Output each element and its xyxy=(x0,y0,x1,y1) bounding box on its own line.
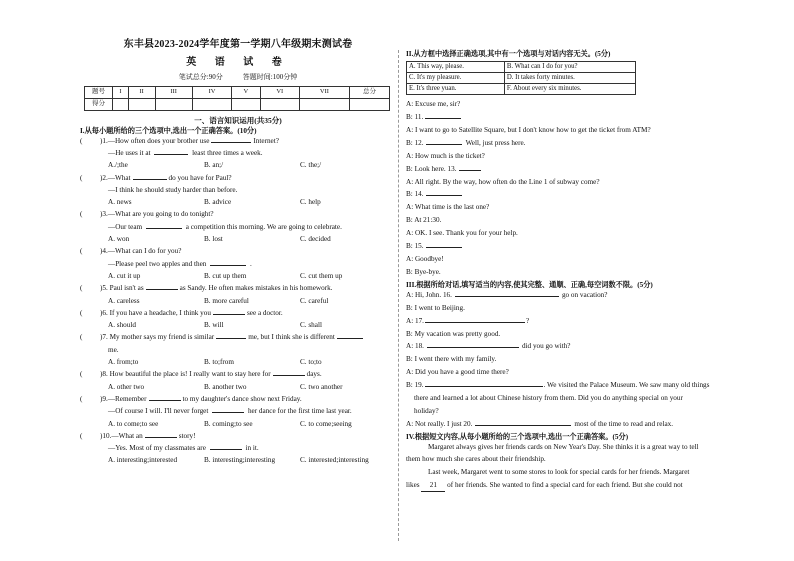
blank[interactable] xyxy=(210,442,242,450)
option-a[interactable]: A. cut it up xyxy=(108,271,141,280)
blank[interactable] xyxy=(425,111,461,119)
answer-paren[interactable]: ( xyxy=(80,394,83,403)
dialogue-line: B: At 21:30. xyxy=(406,216,442,225)
passage-line: Margaret always gives her friends cards on New Year's Day. She thinks it is a great way to tell xyxy=(428,442,699,451)
dialogue-line: A: OK. I see. Thank you for your help. xyxy=(406,229,518,238)
option-a[interactable]: A. interesting;interested xyxy=(108,456,178,465)
option-c[interactable]: C. shall xyxy=(300,321,322,330)
score-input-cell[interactable] xyxy=(350,99,390,111)
score-table-header-row xyxy=(85,87,390,99)
box-option: F. About every six minutes. xyxy=(504,84,635,95)
dialogue-line: B: 15. xyxy=(406,240,752,253)
passage-line: Last week, Margaret went to some stores to look for special cards for her friends. Margaret xyxy=(428,468,690,477)
question-line: —Our team a competition this morning. We are going to celebrate. xyxy=(108,222,342,231)
left-column xyxy=(80,40,396,467)
options-box xyxy=(406,61,636,95)
dialogue-1 xyxy=(406,98,752,278)
blank[interactable] xyxy=(146,282,178,290)
question-8: ( )8. How beautiful the place is! I really want to stay here for days. xyxy=(80,368,396,380)
score-cell: 总分 xyxy=(350,87,390,99)
exam-time: 答题时间:100分钟 xyxy=(242,73,298,81)
option-b[interactable]: B. will xyxy=(204,321,224,330)
answer-paren[interactable]: ( xyxy=(80,308,83,317)
blank[interactable] xyxy=(455,289,559,297)
options xyxy=(80,418,396,430)
dialogue-line: A: How much is the ticket? xyxy=(406,151,485,160)
dialogue-line: B: I went to Beijing. xyxy=(406,303,465,312)
question-5: ( )5. Paul isn't as as Sandy. He often makes mistakes in his homework. xyxy=(80,282,396,294)
options xyxy=(80,356,396,368)
question-line: —Of course I will. I'll never forget her dance for the first time last year. xyxy=(108,407,352,416)
section1-title: 一、语言知识运用(共35分) xyxy=(194,116,282,125)
section2-title: II.从方框中选择正确选项,其中有一个选项与对话内容无关。(5分) xyxy=(406,50,611,58)
option-c[interactable]: C. careful xyxy=(300,296,329,305)
blank[interactable] xyxy=(425,315,525,323)
option-c[interactable]: C. two another xyxy=(300,382,343,391)
section3-title: III.根据所给对话,填写适当的内容,使其完整、通顺、正确,每空词数不限。(5分) xyxy=(406,280,653,289)
passage-line: them how much she cares about their friendship. xyxy=(406,455,546,464)
dialogue-line: B: My vacation was pretty good. xyxy=(406,329,501,338)
box-option: D. It takes forty minutes. xyxy=(504,73,635,84)
dialogue-line: A: Hi, John. 16. go on vacation? xyxy=(406,290,608,299)
score-input-cell[interactable] xyxy=(192,99,231,111)
option-b[interactable]: B. advice xyxy=(204,198,232,207)
option-a[interactable]: A./;the xyxy=(108,161,128,170)
option-a[interactable]: A. news xyxy=(108,198,132,207)
option-b[interactable]: B. coming;to see xyxy=(204,419,253,428)
options xyxy=(80,233,396,245)
option-a[interactable]: A. careless xyxy=(108,296,140,305)
option-c[interactable]: C. help xyxy=(300,198,321,207)
blank[interactable] xyxy=(146,221,182,229)
option-a[interactable]: A. should xyxy=(108,321,136,330)
dialogue-line: there and learned a lot about Chinese history from them. Did you do anything special on your xyxy=(414,394,683,402)
answer-paren[interactable]: ( xyxy=(80,284,83,293)
exam-meta xyxy=(80,74,396,81)
score-cell: VI xyxy=(260,87,299,99)
question-line: —Please peel two apples and then . xyxy=(108,259,252,268)
question-9: ( )9.—Remember to my daughter's dance show next Friday. xyxy=(80,393,396,405)
score-cell: II xyxy=(128,87,155,99)
option-c[interactable]: C. decided xyxy=(300,235,331,244)
answer-paren[interactable]: ( xyxy=(80,210,83,219)
box-option: B. What can I do for you? xyxy=(504,62,635,73)
score-cell: IV xyxy=(192,87,231,99)
dialogue-line: B: 12. Well, just press here. xyxy=(406,138,526,147)
option-c[interactable]: C. interested;interesting xyxy=(300,456,369,465)
options xyxy=(80,270,396,282)
option-a[interactable]: A. to come;to see xyxy=(108,419,159,428)
option-c[interactable]: C. to come;seeing xyxy=(300,419,352,428)
dialogue-line: A: 17. ? xyxy=(406,316,530,325)
question-line: —He uses it at least three times a week. xyxy=(108,149,263,157)
question-4: ( )4.—What can I do for you? xyxy=(80,245,396,257)
blank[interactable] xyxy=(210,258,246,266)
question-1: ( )1.—How often does your brother use Internet? xyxy=(80,135,396,147)
option-b[interactable]: B. to;from xyxy=(204,358,234,367)
blank[interactable] xyxy=(425,379,543,387)
dialogue-line: A: Goodbye! xyxy=(406,254,444,263)
dialogue-line: A: Not really. I just 20. most of the time to read and relax. xyxy=(406,419,674,428)
option-a[interactable]: A. from;to xyxy=(108,358,139,367)
dialogue-line: A: All right. By the way, how often do the Line 1 of subway come? xyxy=(406,177,600,186)
reading-passage xyxy=(406,441,752,492)
dialogue-line: B: 14. xyxy=(406,188,752,201)
option-a[interactable]: A. other two xyxy=(108,382,145,391)
score-cell: III xyxy=(155,87,192,99)
dialogue-line: B: Look here. 13. xyxy=(406,163,752,176)
blank[interactable] xyxy=(216,331,246,339)
answer-paren[interactable]: ( xyxy=(80,247,83,256)
option-b[interactable]: B. cut up them xyxy=(204,271,247,280)
options xyxy=(80,319,396,331)
score-input-cell[interactable] xyxy=(113,99,129,111)
dialogue-line: A: What time is the last one? xyxy=(406,203,490,212)
box-option: E. It's three yuan. xyxy=(407,84,505,95)
blank-21[interactable]: 21 xyxy=(421,479,445,493)
box-option: C. It's my pleasure. xyxy=(407,73,505,84)
blank[interactable] xyxy=(426,137,462,145)
question-6: ( )6. If you have a headache, I think you see a doctor. xyxy=(80,307,396,319)
dialogue-line: B: Bye-bye. xyxy=(406,267,441,276)
score-input-cell[interactable] xyxy=(260,99,299,111)
blank[interactable] xyxy=(154,147,188,155)
option-c[interactable]: C. cut them up xyxy=(300,271,343,280)
option-c[interactable]: C. the;/ xyxy=(300,161,322,170)
score-cell: VII xyxy=(299,87,349,99)
question-2: ( )2.—What do you have for Paul? xyxy=(80,172,396,184)
answer-paren[interactable]: ( xyxy=(80,370,83,379)
dialogue-line: B: 11. xyxy=(406,111,752,124)
options xyxy=(80,159,396,171)
question-line: —Yes. Most of my classmates are in it. xyxy=(108,444,259,453)
option-a[interactable]: A. won xyxy=(108,235,130,244)
option-c[interactable]: C. to;to xyxy=(300,358,322,367)
question-7: ( )7. My mother says my friend is similar me, but I think she is different xyxy=(80,331,396,343)
question-line: me. xyxy=(108,345,119,354)
score-input-cell[interactable] xyxy=(299,99,349,111)
options xyxy=(80,295,396,307)
options xyxy=(80,196,396,208)
exam-subject: 英 语 试 卷 xyxy=(186,57,290,68)
blank[interactable] xyxy=(475,418,571,426)
score-cell: 得分 xyxy=(85,99,113,111)
question-10: ( )10.—What an story! xyxy=(80,430,396,442)
blank[interactable] xyxy=(426,188,462,196)
option-b[interactable]: B. lost xyxy=(204,235,223,244)
right-column xyxy=(406,48,752,492)
answer-paren[interactable]: ( xyxy=(80,136,83,145)
score-input-cell[interactable] xyxy=(232,99,260,111)
score-table-score-row xyxy=(85,99,390,111)
answer-paren[interactable]: ( xyxy=(80,431,83,440)
blank[interactable] xyxy=(133,172,167,180)
answer-paren[interactable]: ( xyxy=(80,333,83,342)
blank[interactable] xyxy=(211,135,251,143)
score-input-cell[interactable] xyxy=(128,99,155,111)
score-cell: I xyxy=(113,87,129,99)
box-option: A. This way, please. xyxy=(407,62,505,73)
exam-title: 东丰县2023-2024学年度第一学期八年级期末测试卷 xyxy=(123,39,353,50)
section4-title: IV.根据短文内容,从每小题所给的三个选项中,选出一个正确答案。(5分) xyxy=(406,432,629,441)
dialogue-line: B: I went there with my family. xyxy=(406,355,497,364)
blank[interactable] xyxy=(212,405,244,413)
option-b[interactable]: B. interesting;interesting xyxy=(204,456,276,465)
score-cell: V xyxy=(232,87,260,99)
score-cell: 题号 xyxy=(85,87,113,99)
score-table xyxy=(84,86,390,111)
blank[interactable] xyxy=(145,430,177,438)
dialogue-line: A: I want to go to Satellite Square, but I don't know how to get the ticket from ATM? xyxy=(406,125,651,134)
question-line: —I think he should study harder than before. xyxy=(108,185,238,194)
option-b[interactable]: B. an;/ xyxy=(204,161,224,170)
fold-divider xyxy=(398,50,399,541)
score-input-cell[interactable] xyxy=(155,99,192,111)
dialogue-line: A: Excuse me, sir? xyxy=(406,100,461,109)
passage-line: likes 21 of her friends. She wanted to find a special card for each friend. But she could not xyxy=(406,479,752,493)
dialogue-line: A: 18. did you go with? xyxy=(406,342,571,351)
blank[interactable] xyxy=(459,163,481,171)
answer-paren[interactable]: ( xyxy=(80,173,83,182)
options xyxy=(80,381,396,393)
dialogue-2 xyxy=(406,289,752,431)
total-score: 笔试总分:90分 xyxy=(178,73,223,81)
option-b[interactable]: B. more careful xyxy=(204,296,249,305)
blank[interactable] xyxy=(426,240,462,248)
question-3: ( )3.—What are you going to do tonight? xyxy=(80,208,396,220)
blank[interactable] xyxy=(213,307,245,315)
part1-title: I.从每小题所给的三个选项中,选出一个正确答案。(10分) xyxy=(80,126,257,135)
blank[interactable] xyxy=(149,393,181,401)
dialogue-line: A: Did you have a good time there? xyxy=(406,368,509,377)
blank[interactable] xyxy=(427,340,519,348)
dialogue-line: B: 19. . We visited the Palace Museum. We saw many old things xyxy=(406,381,710,390)
dialogue-line: holiday? xyxy=(414,406,439,415)
options xyxy=(80,454,396,466)
blank[interactable] xyxy=(273,368,305,376)
blank[interactable] xyxy=(337,331,363,339)
option-b[interactable]: B. another two xyxy=(204,382,247,391)
